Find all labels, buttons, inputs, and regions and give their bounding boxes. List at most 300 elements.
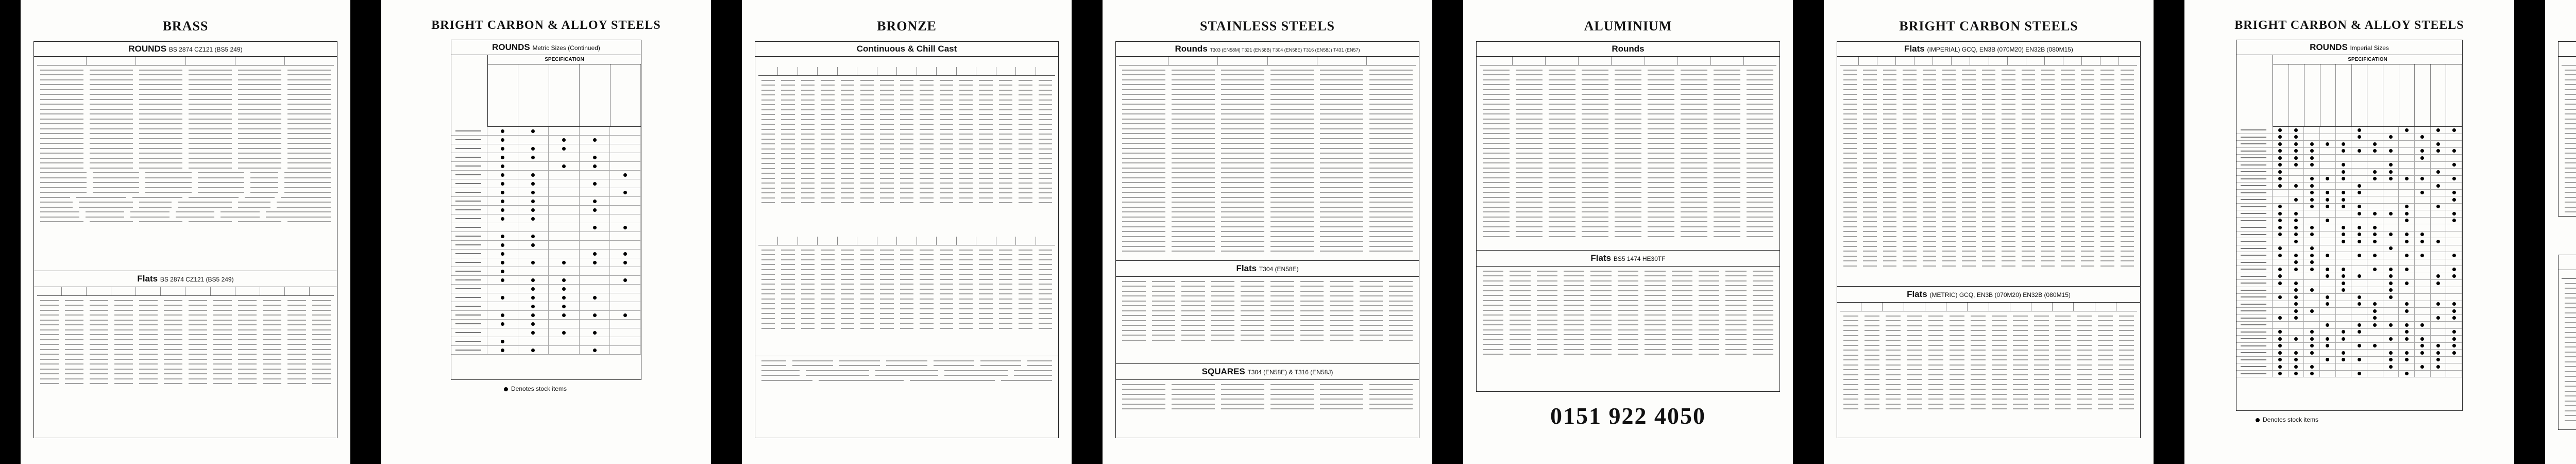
stock-cell — [2415, 280, 2431, 287]
stock-cell — [2336, 280, 2352, 287]
stock-cell — [2367, 371, 2383, 378]
stock-cell — [2320, 134, 2336, 141]
size-cell — [2236, 169, 2273, 176]
stock-cell — [580, 311, 611, 320]
stock-cell — [2367, 204, 2383, 211]
size-cell — [2236, 322, 2273, 329]
stock-cell — [2415, 343, 2431, 350]
section-heading: Rounds — [1477, 42, 1780, 57]
stock-cell — [2399, 127, 2415, 134]
section-heading: SQUARES T304 (EN58E) & T316 (EN58J) — [1116, 363, 1419, 380]
stock-cell — [2289, 176, 2304, 183]
stock-cell — [610, 328, 641, 337]
stock-cell — [610, 136, 641, 144]
stock-cell — [2304, 308, 2320, 315]
stock-cell — [2431, 127, 2447, 134]
stock-cell — [2336, 252, 2352, 259]
stock-cell — [2446, 134, 2462, 141]
stock-cell — [2383, 273, 2399, 280]
stock-cell — [580, 162, 611, 171]
page-title: BRIGHT CARBON & ALLOY STEELS — [2234, 19, 2464, 32]
stock-cell — [610, 127, 641, 136]
stock-cell — [2415, 336, 2431, 343]
stock-cell — [2351, 371, 2367, 378]
stock-cell — [2446, 141, 2462, 148]
stock-cell — [2367, 266, 2383, 273]
stock-cell — [2415, 231, 2431, 239]
stock-cell — [487, 171, 518, 179]
stock-cell — [2304, 238, 2320, 245]
stock-cell — [2304, 301, 2320, 308]
stock-cell — [518, 293, 549, 302]
stock-cell — [518, 179, 549, 188]
stock-cell — [2383, 350, 2399, 357]
stock-grid — [451, 127, 641, 355]
stock-cell — [2320, 224, 2336, 231]
size-cell — [2236, 294, 2273, 301]
stock-cell — [580, 337, 611, 346]
stock-cell — [2304, 176, 2320, 183]
stock-cell — [580, 302, 611, 311]
stock-cell — [518, 302, 549, 311]
stock-cell — [2383, 141, 2399, 148]
stock-cell — [2399, 231, 2415, 239]
stock-cell — [610, 153, 641, 162]
section-heading: Flats BS 2874 CZ121 (BS5 249) — [34, 271, 337, 287]
stock-cell — [580, 258, 611, 267]
stock-cell — [2304, 183, 2320, 190]
stock-cell — [2431, 315, 2447, 322]
stock-cell — [2320, 336, 2336, 343]
stock-cell — [2351, 210, 2367, 218]
stock-cell — [2273, 343, 2289, 350]
stock-cell — [2367, 301, 2383, 308]
stock-cell — [2399, 252, 2415, 259]
size-cell — [451, 320, 487, 328]
stock-cell — [2273, 162, 2289, 169]
stock-cell — [610, 276, 641, 285]
stock-cell — [2320, 155, 2336, 162]
stock-cell — [2415, 315, 2431, 322]
stock-cell — [2367, 224, 2383, 231]
stock-cell — [2415, 190, 2431, 197]
stock-cell — [2431, 266, 2447, 273]
stock-cell — [549, 179, 580, 188]
stock-cell — [2383, 169, 2399, 176]
stock-cell — [2399, 176, 2415, 183]
stock-cell — [487, 258, 518, 267]
size-cell — [2236, 343, 2273, 350]
stock-cell — [2446, 155, 2462, 162]
stock-cell — [2399, 245, 2415, 253]
stock-cell — [2399, 224, 2415, 231]
stock-cell — [2399, 169, 2415, 176]
stock-cell — [2415, 169, 2431, 176]
stock-cell — [549, 250, 580, 258]
stock-cell — [610, 311, 641, 320]
stock-cell — [2383, 218, 2399, 225]
stock-cell — [2431, 162, 2447, 169]
stock-cell — [2320, 266, 2336, 273]
stock-cell — [580, 144, 611, 153]
stock-cell — [2273, 308, 2289, 315]
stock-cell — [2383, 127, 2399, 134]
stock-cell — [549, 293, 580, 302]
stock-cell — [2289, 273, 2304, 280]
stock-cell — [2446, 218, 2462, 225]
stock-cell — [2383, 266, 2399, 273]
stock-cell — [2320, 322, 2336, 329]
stock-cell — [2431, 294, 2447, 301]
stock-cell — [2336, 218, 2352, 225]
stock-cell — [2399, 273, 2415, 280]
stock-cell — [487, 302, 518, 311]
stock-cell — [2304, 350, 2320, 357]
stock-cell — [2446, 357, 2462, 364]
size-cell — [2236, 315, 2273, 322]
size-cell — [2236, 329, 2273, 336]
stock-cell — [2320, 210, 2336, 218]
stock-cell — [2383, 183, 2399, 190]
stock-cell — [2336, 363, 2352, 371]
stock-cell — [2446, 329, 2462, 336]
stock-cell — [487, 223, 518, 232]
stock-cell — [2431, 218, 2447, 225]
stock-cell — [2399, 141, 2415, 148]
stock-cell — [2351, 190, 2367, 197]
stock-cell — [2399, 196, 2415, 204]
stock-cell — [2446, 259, 2462, 267]
stock-cell — [2415, 294, 2431, 301]
stock-cell — [2367, 190, 2383, 197]
stock-cell — [2351, 196, 2367, 204]
size-cell — [451, 214, 487, 223]
stock-cell — [2351, 259, 2367, 267]
stock-cell — [2320, 176, 2336, 183]
stock-cell — [549, 162, 580, 171]
stock-cell — [2446, 162, 2462, 169]
bullet-icon — [2256, 418, 2260, 422]
stock-cell — [2383, 134, 2399, 141]
stock-cell — [2320, 273, 2336, 280]
size-cell — [451, 223, 487, 232]
stock-cell — [2367, 350, 2383, 357]
stock-cell — [610, 250, 641, 258]
stock-cell — [2336, 259, 2352, 267]
stock-cell — [2289, 301, 2304, 308]
stock-cell — [549, 311, 580, 320]
stock-cell — [2383, 287, 2399, 294]
stock-cell — [2273, 280, 2289, 287]
section-heading: Rounds T303 (EN58M) T321 (EN58B) T304 (EN58E) T316 (EN58J) T431 (EN57) — [1116, 42, 1419, 57]
stock-cell — [2446, 224, 2462, 231]
stock-cell — [2399, 259, 2415, 267]
stock-cell — [580, 188, 611, 197]
stock-cell — [2415, 259, 2431, 267]
stock-cell — [2383, 238, 2399, 245]
stock-cell — [2304, 273, 2320, 280]
stock-cell — [2446, 266, 2462, 273]
stock-cell — [2367, 252, 2383, 259]
stock-cell — [487, 346, 518, 355]
stock-cell — [2446, 245, 2462, 253]
stock-cell — [518, 250, 549, 258]
size-cell — [451, 276, 487, 285]
stock-cell — [2446, 196, 2462, 204]
stock-cell — [580, 223, 611, 232]
size-cell — [451, 337, 487, 346]
stock-cell — [2351, 294, 2367, 301]
stock-cell — [2367, 287, 2383, 294]
stock-cell — [2351, 357, 2367, 364]
stock-cell — [2446, 183, 2462, 190]
stock-cell — [2336, 148, 2352, 155]
stock-cell — [2383, 245, 2399, 253]
section-heading — [2558, 42, 2576, 57]
stock-cell — [2367, 308, 2383, 315]
stock-cell — [2273, 141, 2289, 148]
stock-cell — [610, 188, 641, 197]
stock-cell — [2304, 218, 2320, 225]
stock-cell — [580, 285, 611, 293]
size-cell — [2236, 218, 2273, 225]
stock-cell — [2320, 329, 2336, 336]
stock-cell — [2399, 343, 2415, 350]
page-hexagons-squares — [2545, 0, 2576, 464]
stock-cell — [2351, 204, 2367, 211]
size-cell — [2236, 155, 2273, 162]
stock-cell — [2351, 224, 2367, 231]
stock-cell — [610, 144, 641, 153]
stock-cell — [2415, 287, 2431, 294]
stock-cell — [2415, 127, 2431, 134]
stock-cell — [518, 241, 549, 250]
stock-cell — [2304, 224, 2320, 231]
stock-cell — [2273, 294, 2289, 301]
size-cell — [451, 258, 487, 267]
stock-cell — [2431, 141, 2447, 148]
stock-cell — [549, 127, 580, 136]
stock-cell — [2289, 259, 2304, 267]
stock-cell — [549, 197, 580, 206]
stock-cell — [2289, 280, 2304, 287]
stock-cell — [2351, 155, 2367, 162]
stock-cell — [2367, 155, 2383, 162]
stock-cell — [518, 276, 549, 285]
stock-cell — [580, 153, 611, 162]
stock-cell — [2367, 231, 2383, 239]
stock-cell — [2289, 315, 2304, 322]
stock-cell — [2273, 266, 2289, 273]
stock-cell — [2431, 196, 2447, 204]
section-heading: Flats (METRIC) GCQ, EN3B (070M20) EN32B (080M15) — [1837, 286, 2140, 303]
stock-grid — [2236, 127, 2462, 377]
stock-cell — [487, 136, 518, 144]
stock-cell — [518, 206, 549, 214]
stock-cell — [2367, 343, 2383, 350]
stock-cell — [518, 258, 549, 267]
stock-cell — [2415, 224, 2431, 231]
stock-cell — [580, 214, 611, 223]
stock-cell — [610, 179, 641, 188]
stock-cell — [2273, 196, 2289, 204]
stock-cell — [2367, 196, 2383, 204]
stock-cell — [2320, 190, 2336, 197]
stock-cell — [549, 206, 580, 214]
stock-cell — [2415, 134, 2431, 141]
rounds-rows — [34, 65, 337, 271]
size-cell — [451, 188, 487, 197]
size-cell — [451, 232, 487, 241]
size-cell — [2236, 224, 2273, 231]
page-bright-carbon-flats — [1824, 0, 2154, 464]
stock-cell — [2446, 238, 2462, 245]
stock-cell — [487, 328, 518, 337]
stock-cell — [2289, 141, 2304, 148]
stock-cell — [2273, 329, 2289, 336]
stock-cell — [2351, 218, 2367, 225]
stock-cell — [518, 136, 549, 144]
page-title: BRASS — [162, 19, 209, 34]
stock-cell — [610, 337, 641, 346]
stock-cell — [2336, 343, 2352, 350]
size-cell — [2236, 141, 2273, 148]
stock-cell — [2320, 231, 2336, 239]
bronze-table — [755, 41, 1059, 438]
stock-cell — [2431, 169, 2447, 176]
stock-cell — [487, 293, 518, 302]
stock-cell — [2383, 155, 2399, 162]
stock-cell — [610, 241, 641, 250]
stock-cell — [2415, 204, 2431, 211]
stock-cell — [2415, 357, 2431, 364]
size-cell — [451, 285, 487, 293]
stock-cell — [2431, 259, 2447, 267]
stock-cell — [2367, 357, 2383, 364]
stock-cell — [580, 320, 611, 328]
stock-cell — [2273, 259, 2289, 267]
stock-cell — [2383, 336, 2399, 343]
stock-cell — [2289, 155, 2304, 162]
stock-cell — [2446, 308, 2462, 315]
stock-cell — [2367, 280, 2383, 287]
stock-cell — [580, 267, 611, 276]
stock-cell — [2320, 238, 2336, 245]
specification-label: SPECIFICATION — [2273, 55, 2462, 64]
stock-cell — [2399, 308, 2415, 315]
stock-cell — [2273, 245, 2289, 253]
stock-cell — [2336, 127, 2352, 134]
stock-cell — [2320, 196, 2336, 204]
stock-cell — [2431, 329, 2447, 336]
stock-cell — [2336, 210, 2352, 218]
stock-cell — [518, 232, 549, 241]
stock-cell — [2446, 273, 2462, 280]
stock-cell — [2415, 301, 2431, 308]
stock-cell — [2289, 162, 2304, 169]
page-title-secondary — [2554, 232, 2576, 247]
stock-cell — [2367, 245, 2383, 253]
stock-cell — [2336, 322, 2352, 329]
stock-cell — [2351, 266, 2367, 273]
size-cell — [2236, 183, 2273, 190]
stock-cell — [2383, 231, 2399, 239]
stock-cell — [2304, 141, 2320, 148]
stock-cell — [2367, 134, 2383, 141]
stock-cell — [2336, 196, 2352, 204]
stock-cell — [487, 267, 518, 276]
stock-cell — [2304, 336, 2320, 343]
stock-cell — [2336, 273, 2352, 280]
stock-cell — [2320, 363, 2336, 371]
stock-cell — [2383, 210, 2399, 218]
size-cell — [2236, 363, 2273, 371]
stock-cell — [2289, 245, 2304, 253]
stock-cell — [2320, 259, 2336, 267]
stock-cell — [2351, 287, 2367, 294]
stock-cell — [2336, 350, 2352, 357]
stock-cell — [2273, 127, 2289, 134]
stock-cell — [2273, 350, 2289, 357]
stock-cell — [2383, 224, 2399, 231]
stock-cell — [2431, 183, 2447, 190]
stock-cell — [2273, 336, 2289, 343]
stock-cell — [2273, 176, 2289, 183]
stock-cell — [2399, 183, 2415, 190]
stock-cell — [518, 153, 549, 162]
stock-cell — [549, 223, 580, 232]
stock-cell — [2415, 350, 2431, 357]
stock-cell — [2289, 127, 2304, 134]
stock-cell — [549, 153, 580, 162]
phone-number: 0151 922 4050 — [1550, 403, 1706, 429]
stock-cell — [610, 346, 641, 355]
stock-cell — [2289, 294, 2304, 301]
bullet-icon — [504, 387, 508, 391]
stock-cell — [2336, 231, 2352, 239]
stock-cell — [549, 258, 580, 267]
stock-cell — [2351, 245, 2367, 253]
stock-cell — [2304, 259, 2320, 267]
stock-cell — [2273, 155, 2289, 162]
stock-cell — [2289, 363, 2304, 371]
stock-cell — [580, 276, 611, 285]
stock-cell — [580, 127, 611, 136]
stock-cell — [2446, 280, 2462, 287]
stock-cell — [2446, 231, 2462, 239]
stock-cell — [487, 232, 518, 241]
stock-cell — [2415, 218, 2431, 225]
stock-cell — [2273, 273, 2289, 280]
stock-cell — [549, 136, 580, 144]
stock-cell — [2446, 350, 2462, 357]
stock-cell — [2399, 329, 2415, 336]
stock-cell — [580, 179, 611, 188]
column-headers — [37, 57, 334, 65]
stock-cell — [2336, 141, 2352, 148]
stock-cell — [2289, 196, 2304, 204]
stock-cell — [2415, 371, 2431, 378]
stock-cell — [518, 285, 549, 293]
stock-cell — [2399, 371, 2415, 378]
stock-cell — [487, 337, 518, 346]
size-cell — [2236, 266, 2273, 273]
stock-cell — [487, 276, 518, 285]
stock-cell — [2336, 134, 2352, 141]
stock-cell — [2431, 280, 2447, 287]
stock-cell — [2383, 308, 2399, 315]
size-cell — [2236, 148, 2273, 155]
